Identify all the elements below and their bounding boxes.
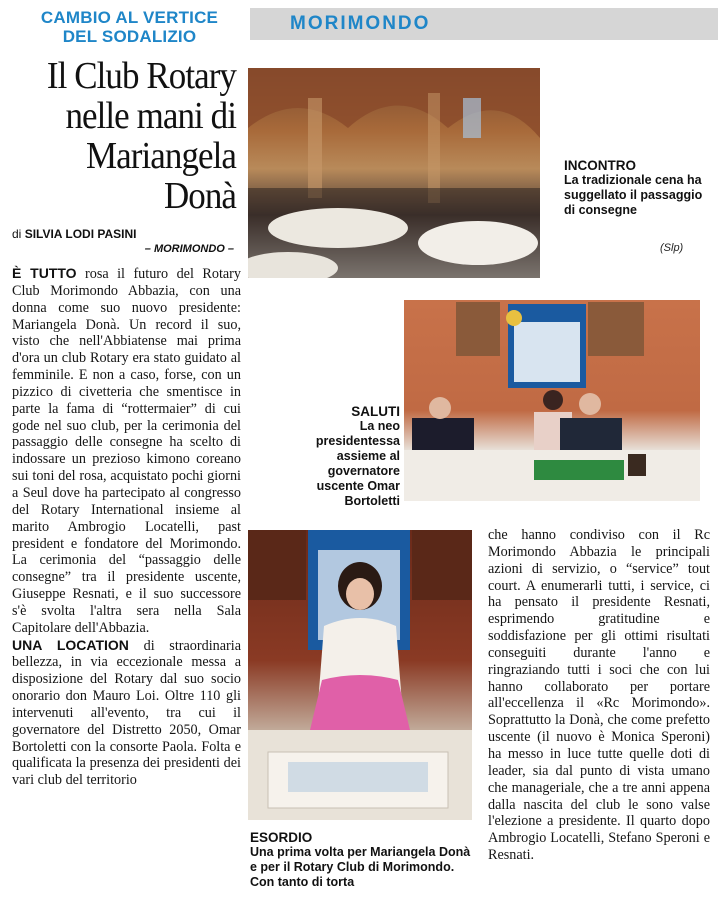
byline-prefix: di: [12, 227, 22, 241]
section-tag: [250, 8, 718, 40]
paragraph-1-lead: È TUTTO: [12, 265, 77, 281]
caption-incontro: [564, 158, 714, 218]
article-column-2: [488, 527, 710, 864]
paragraph-1: [12, 265, 241, 637]
caption-saluti-head: SALUTI: [351, 404, 400, 419]
photo-credit: (Slp): [660, 242, 684, 254]
photo-saluti: [404, 300, 700, 501]
article-kicker: CAMBIO AL VERTICE DEL SODALIZIO: [40, 8, 219, 46]
caption-esordio-body: Una prima volta per Mariangela Donà e per il Rotary Club di Morimondo. Con tanto di torta: [250, 845, 471, 889]
paragraph-2-lead: UNA LOCATION: [12, 636, 129, 653]
caption-esordio-head: ESORDIO: [250, 830, 313, 845]
byline: [12, 227, 136, 241]
article-column-1: [12, 265, 241, 789]
paragraph-1-text: rosa il futuro del Rotary Club Morimondo Abbazia, con una donna come suo nuovo presidente: Mariangela Donà. Un record il suo, visto che nell'Abbiatense mai prima d'ora un club Rotary era stato guidato al femminile. E non a caso, forse, con un pizzico di civetteria che smentisce in parte la fama di “rottermaier” di cui gode nel suo club, per la cerimonia del passaggio delle consegne ha scelto di indossare un prezioso kimono coreano sui toni del rosa, acquistato pochi giorni a Seul dove ha partecipato al congresso del Rotary International insieme al marito Ambrogio Locatelli, past president e fondatore del Morimondo. La cerimonia del “passaggio delle consegne” tra il presidente uscente, Giuseppe Resnati, e il suo successore s'è svolta l'altra sera nella Sala Capitolare dell'Abbazia.: [12, 266, 241, 636]
caption-saluti: [290, 404, 400, 509]
dateline: – MORIMONDO –: [144, 243, 234, 255]
caption-esordio: [250, 830, 472, 890]
paragraph-3: che hanno condiviso con il Rc Morimondo Abbazia le principali azioni di servizio, o “service” tout court. A enumerarli tutti, i service, ci ha pensato il presidente Resnati, esprimendo gratitudine e soddisfazione per gli ottimi risultati conseguiti durante l'anno e ringraziando tutti i soci che con lui hanno collaborato per portare all'eccellenza il «Rc Morimondo». Soprattutto la Donà, che come prefetto uscente (il nuovo è Monica Speroni) ha messo in luce tutte quelle doti di leader, sia dal punto di vista umano che manageriale, che a tre anni appena dalla nascita del club le sono valse l'elezione a presidente. Il quarto dopo Ambrogio Locatelli, Stefano Speroni e Resnati.: [488, 527, 710, 864]
caption-incontro-body: La tradizionale cena ha suggellato il passaggio di consegne: [564, 173, 703, 217]
section-label: MORIMONDO: [290, 13, 431, 34]
paragraph-2: [12, 637, 241, 790]
paragraph-2-text: di straordinaria bellezza, in via eccezionale messa a disposizione del Rotary dal suo socio onorario don Mauro Loi. Oltre 110 gli intervenuti all'evento, tra cui il governatore del Distretto 2050, Omar Bortoletti con la consorte Paola. Folta e qualificata la presenza dei presidenti dei vari club del territorio: [12, 637, 242, 789]
byline-author: SILVIA LODI PASINI: [24, 227, 137, 241]
caption-incontro-head: INCONTRO: [564, 158, 636, 173]
photo-dinner: [248, 68, 540, 278]
photo-esordio: [248, 530, 472, 820]
article-headline: Il Club Rotary nelle mani di Mariangela Donà: [46, 55, 237, 217]
caption-saluti-body: La neo presidentessa assieme al governatore uscente Omar Bortoletti: [315, 419, 400, 508]
